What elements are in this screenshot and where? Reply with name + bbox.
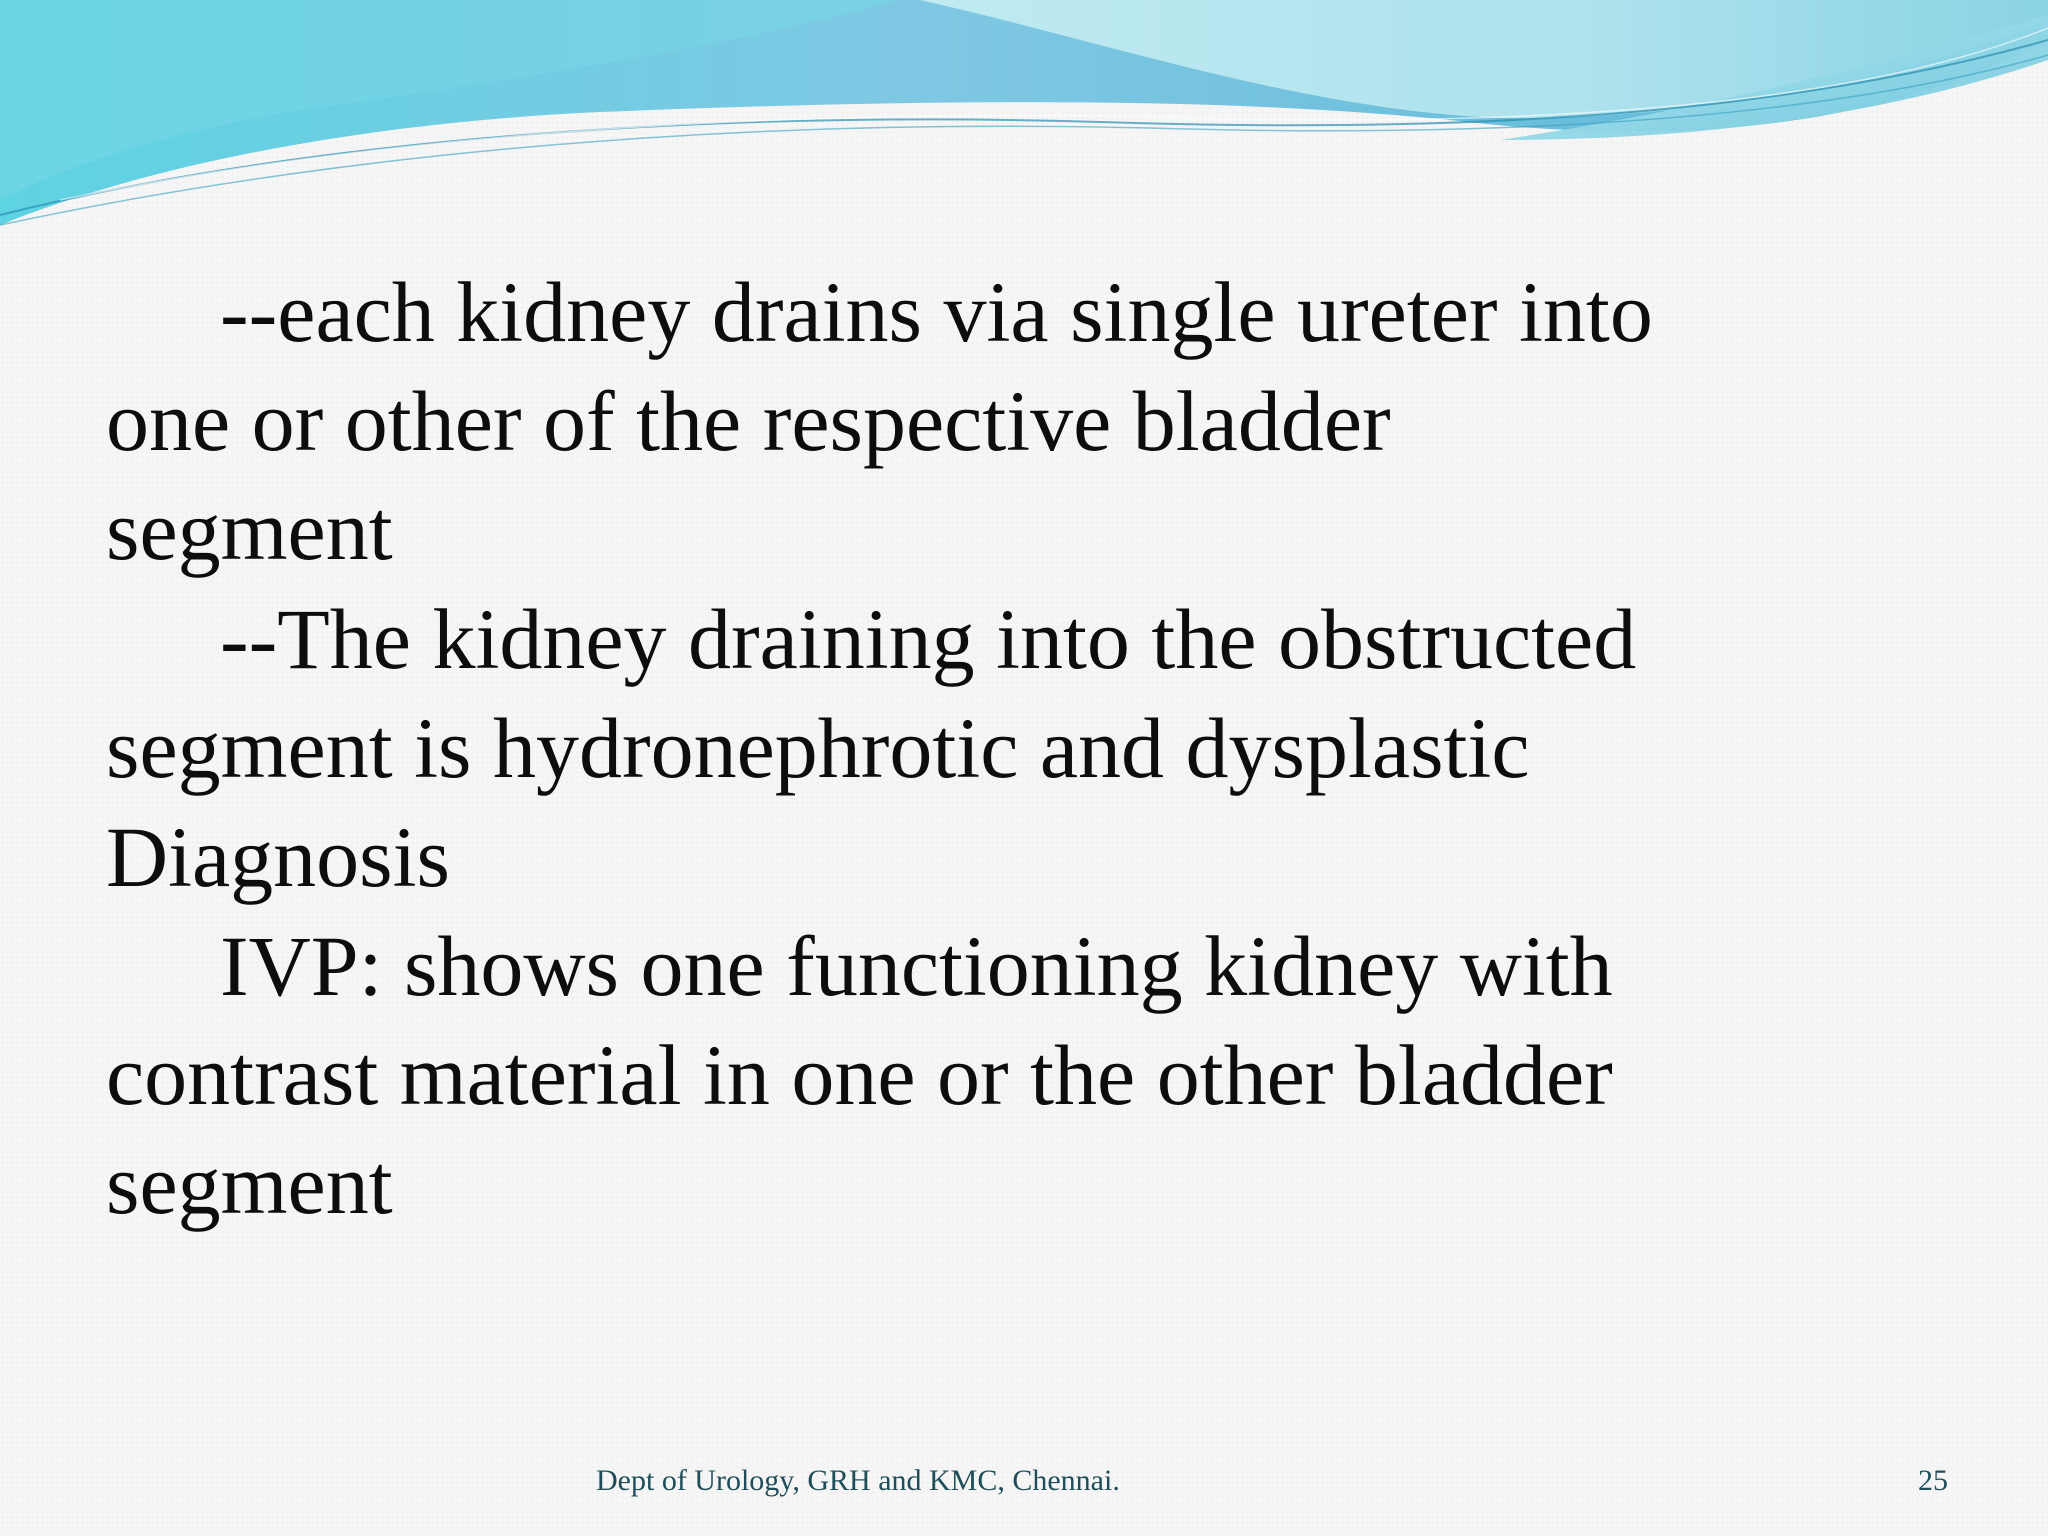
slide-page-number: 25 [1918,1464,1948,1497]
body-line: one or other of the respective bladder [106,373,1391,469]
header-wave-decoration [0,0,2048,240]
slide-footer: Dept of Urology, GRH and KMC, Chennai. [596,1464,1120,1497]
body-line: segment [106,1136,393,1232]
body-line: contrast material in one or the other bladder [106,1027,1613,1123]
body-line: segment is hydronephrotic and dysplastic [106,700,1530,796]
body-line: segment [106,482,393,578]
body-line: --each kidney drains via single ureter into [220,264,1653,360]
body-line: IVP: shows one functioning kidney with [220,918,1613,1014]
body-line: Diagnosis [106,809,450,905]
slide-body-text [106,258,1906,1239]
body-line: --The kidney draining into the obstructed [220,591,1637,687]
